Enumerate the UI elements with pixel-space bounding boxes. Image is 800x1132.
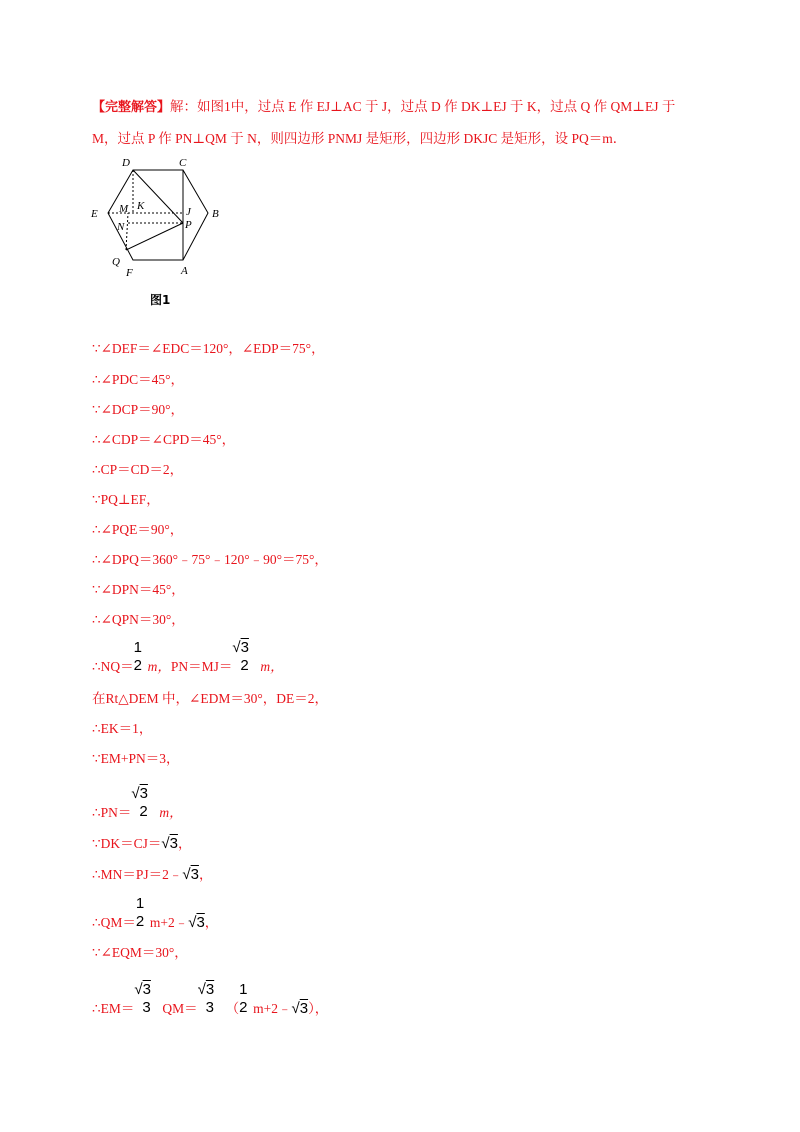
label-m: M <box>119 203 129 215</box>
label-c: C <box>179 157 187 169</box>
dk-line <box>92 836 191 851</box>
nq-mid: PN＝MJ＝ <box>170 659 233 674</box>
frac-den: 2 <box>139 803 148 820</box>
qm-suffix: ， <box>204 915 219 930</box>
line-qm <box>126 213 128 250</box>
frac-num: 1 <box>133 639 142 656</box>
radicand: 3 <box>142 981 151 998</box>
label-b: B <box>212 208 219 220</box>
intro-line-1 <box>92 100 675 114</box>
line-qp <box>126 223 183 250</box>
mn-line <box>92 867 212 882</box>
qm-prefix: ∴QM＝ <box>92 915 136 930</box>
step-line: ∴CP＝CD＝2， <box>92 462 184 477</box>
radicand: 3 <box>299 1000 309 1017</box>
label-d: D <box>122 157 130 169</box>
label-f: F <box>126 267 133 279</box>
pn-line <box>92 785 183 820</box>
radicand: 3 <box>196 914 205 931</box>
pn-prefix: ∴PN＝ <box>92 805 132 820</box>
sqrt-3: √3 <box>182 866 199 883</box>
nq-line <box>92 639 284 674</box>
radicand: 3 <box>205 981 215 998</box>
frac-den: 3 <box>142 999 151 1016</box>
step-line: ∴∠QPN＝30°， <box>92 612 185 627</box>
nq-m: m， <box>147 659 171 674</box>
radicand: 3 <box>139 785 148 802</box>
frac-sqrt3-over-3 <box>197 981 226 1016</box>
eqm-line: ∵∠EQM＝30°， <box>92 945 188 960</box>
frac-den: 2 <box>239 999 248 1016</box>
radicand: 3 <box>240 639 249 656</box>
step-line: 在Rt△DEM 中，∠EDM＝30°，DE＝2， <box>92 691 328 706</box>
pn-suffix: m， <box>159 805 183 820</box>
frac-num: 1 <box>239 981 248 998</box>
mn-prefix: ∴MN＝PJ＝2﹣ <box>92 867 183 882</box>
sqrt-3: √3 <box>161 835 178 852</box>
line-dp <box>133 170 183 223</box>
em-suffix: ）， <box>308 1001 329 1016</box>
step-line: ∵EM+PN＝3， <box>92 751 180 766</box>
frac-den: 2 <box>240 657 249 674</box>
em-line <box>92 981 329 1017</box>
nq-prefix: ∴NQ＝ <box>92 659 134 674</box>
frac-sqrt3-over-2 <box>232 639 260 674</box>
hexagon-figure <box>84 150 234 285</box>
radicand: 3 <box>169 835 178 852</box>
label-q: Q <box>112 256 120 268</box>
em-mid: QM＝ <box>162 1001 198 1016</box>
dk-suffix: ， <box>177 836 192 851</box>
label-a: A <box>181 265 188 277</box>
frac-den: 3 <box>205 999 214 1016</box>
sqrt-3: √3 <box>188 914 205 931</box>
frac-num: 1 <box>135 895 145 912</box>
frac-half <box>135 895 150 930</box>
label-n: N <box>117 221 125 233</box>
step-line: ∴∠PQE＝90°， <box>92 522 184 537</box>
frac-num-sqrt: √3 <box>131 785 148 802</box>
frac-sqrt3-over-3 <box>134 981 162 1016</box>
answer-tag: 【完整解答】 <box>92 100 171 115</box>
frac-num-sqrt: √3 <box>232 639 249 656</box>
frac-den: 2 <box>135 913 145 930</box>
dk-prefix: ∵DK＝CJ＝ <box>92 836 162 851</box>
frac-half <box>133 639 148 674</box>
step-line: ∴∠DPQ＝360°﹣75°﹣120°﹣90°＝75°， <box>92 552 328 567</box>
step-line: ∵∠DEF＝∠EDC＝120°，∠EDP＝75°， <box>92 341 325 356</box>
label-e: E <box>91 208 98 220</box>
frac-den: 2 <box>133 657 142 674</box>
intro-line-2 <box>92 132 626 146</box>
em-mid2: m+2﹣ <box>253 1001 292 1016</box>
intro-text-1: 解：如图1中，过点 E 作 EJ⊥AC 于 J，过点 D 作 DK⊥EJ 于 K，过点 Q 作 QM⊥EJ 于 <box>170 99 676 114</box>
label-p: P <box>185 219 192 231</box>
qm-line <box>92 895 219 931</box>
frac-sqrt3-over-2 <box>131 785 159 820</box>
step-line: ∵∠DCP＝90°， <box>92 402 185 417</box>
step-line: ∵∠DPN＝45°， <box>92 582 185 597</box>
qm-mid: m+2﹣ <box>149 915 189 930</box>
step-line: ∴∠CDP＝∠CPD＝45°， <box>92 432 236 447</box>
label-j: J <box>186 206 191 218</box>
frac-num-sqrt: √3 <box>197 981 215 998</box>
paren-open: （ <box>225 1001 240 1016</box>
step-line: ∴∠PDC＝45°， <box>92 372 185 387</box>
em-prefix: ∴EM＝ <box>92 1001 135 1016</box>
step-line: ∴EK＝1， <box>92 721 153 736</box>
mn-suffix: ， <box>198 867 213 882</box>
radicand: 3 <box>190 866 199 883</box>
nq-m2: m， <box>260 659 284 674</box>
frac-num-sqrt: √3 <box>134 981 151 998</box>
hexagon-outline <box>108 170 208 260</box>
figure-caption: 图1 <box>150 293 171 307</box>
sqrt-3: √3 <box>291 1000 309 1017</box>
label-k: K <box>137 200 145 212</box>
frac-half <box>239 981 253 1016</box>
step-line: ∵PQ⊥EF， <box>92 492 160 507</box>
intro-text-2: M，过点 P 作 PN⊥QM 于 N，则四边形 PNMJ 是矩形，四边形 DKJC 是矩形，设 PQ＝m． <box>92 131 627 146</box>
